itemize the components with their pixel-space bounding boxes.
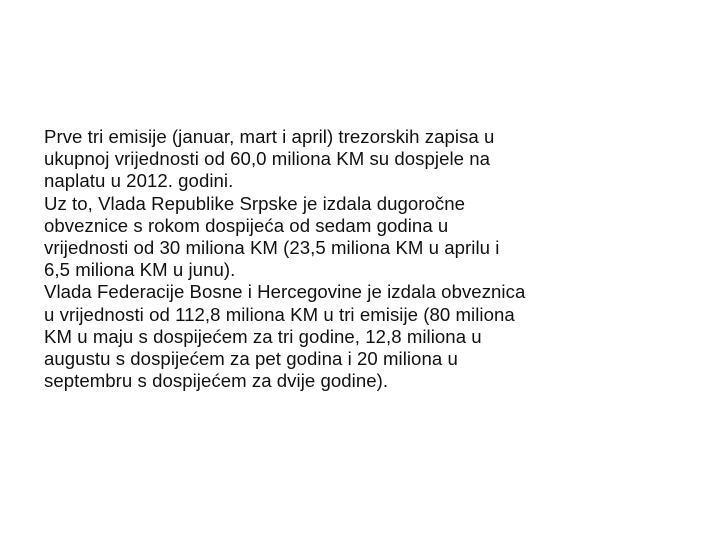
paragraph-treasury-bills: Prve tri emisije (januar, mart i april) trezorskih zapisa u ukupnoj vrijednosti od 60,0 miliona KM su dospjele na naplatu u 2012. godini. [44,126,495,192]
paragraph-federation-bonds: Vlada Federacije Bosne i Hercegovine je izdala obveznica u vrijednosti od 112,8 miliona KM u tri emisije (80 miliona KM u maju s dospijećem za tri godine, 12,8 miliona u augustu s dospijećem za pet godina i 20 miliona u septembru s dospijećem za dvije godine). [44,281,526,392]
paragraph-republika-srpska-bonds: Uz to, Vlada Republike Srpske je izdala dugoročne obveznice s rokom dospijeća od sedam godina u vrijednosti od 30 miliona KM (23,5 miliona KM u aprilu i 6,5 miliona KM u junu). [44,192,500,281]
body-text [44,126,694,392]
